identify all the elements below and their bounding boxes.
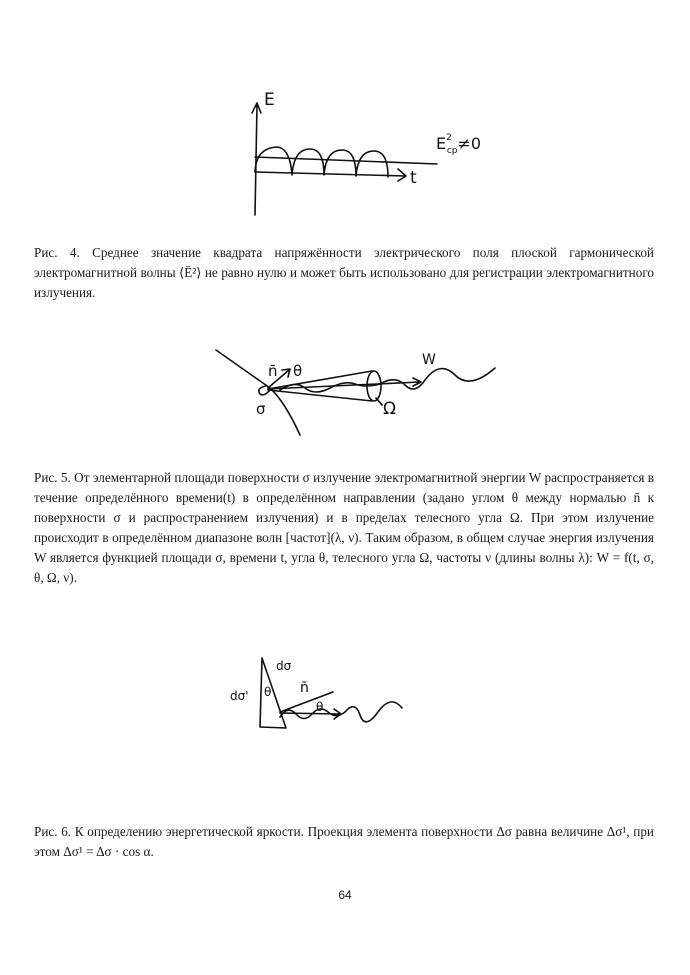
energy-label: W — [422, 352, 436, 368]
mean-label-sup: 2 — [446, 133, 452, 143]
figure-6-caption: Рис. 6. К определению энергетической яркости. Проекция элемента поверхности Δσ равна величине Δσ¹, при этом Δσ¹ = Δσ · cos α. — [34, 824, 654, 859]
page-number: 64 — [338, 888, 352, 902]
y-axis — [252, 103, 261, 215]
mean-label-rel: ≠0 — [457, 134, 482, 153]
mean-line — [255, 157, 437, 164]
area-label: dσ — [276, 659, 292, 673]
x-axis-label: t — [410, 168, 417, 188]
area-label: σ — [256, 400, 266, 418]
y-axis-label: E — [264, 90, 275, 110]
figure-4-caption: Рис. 4. Среднее значение квадрата напряжённости электрического поля плоской гармонической электромагнитной волны ⟨Ē²⟩ не равно нулю и может быть использовано для регистрации электромагнитного излучения. — [34, 245, 654, 300]
normal-label: n̄ — [268, 362, 278, 380]
mean-label-main: E — [436, 134, 447, 153]
normal-label: n̄ — [300, 680, 309, 696]
mean-label-sub: ср — [446, 146, 458, 156]
figure-5-sketch — [200, 340, 510, 440]
projection-label: dσ' — [230, 689, 249, 703]
figure-5-caption: Рис. 5. От элементарной площади поверхности σ излучение электромагнитной энергии W распространяется в течение определённого времени(t) в определённом направлении (задано углом θ между нормалью n̄ к поверхности σ и распространением излучения) и в пределах телесного угла Ω. При этом излучение происходит в определённом диапазоне волн [частот](λ, ν). Таким образом, в общем случае энергия излучения W является функцией площади σ, времени t, угла θ, телесного угла Ω, частоты ν (длины волны λ): W = f(t, σ, θ, Ω, ν). — [34, 470, 654, 585]
inner-angle-label: θ — [264, 685, 272, 699]
omega-pointer — [376, 398, 382, 405]
figure-4-sketch — [240, 85, 500, 220]
solid-angle-label: Ω — [383, 399, 396, 419]
angle-label: θ — [316, 700, 324, 714]
angle-label: θ — [293, 362, 303, 380]
mean-label — [436, 133, 481, 156]
figure-6-sketch — [230, 650, 410, 750]
wave — [280, 368, 495, 392]
x-axis — [255, 169, 406, 181]
